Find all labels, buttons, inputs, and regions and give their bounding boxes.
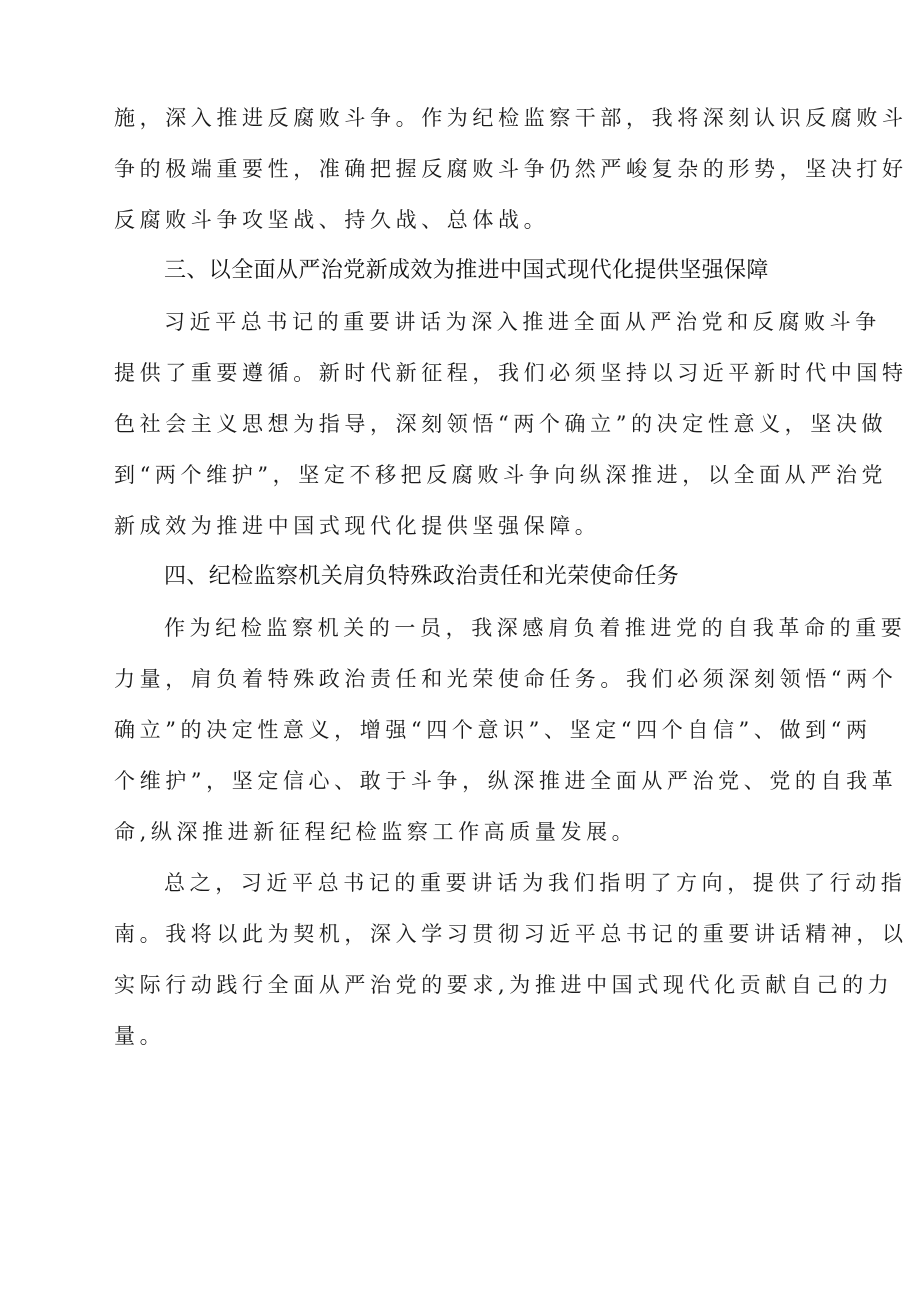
paragraph-line: 个维护”，坚定信心、敢于斗争，纵深推进全面从严治党、党的自我革 bbox=[114, 769, 898, 793]
paragraph-line: 习近平总书记的重要讲话为深入推进全面从严治党和反腐败斗争 bbox=[164, 310, 881, 334]
paragraph-line: 命,纵深推进新征程纪检监察工作高质量发展。 bbox=[114, 820, 638, 844]
paragraph-line: 力量，肩负着特殊政治责任和光荣使命任务。我们必须深刻领悟“两个 bbox=[114, 667, 898, 691]
paragraph-line: 反腐败斗争攻坚战、持久战、总体战。 bbox=[114, 208, 550, 232]
section-heading-4: 四、纪检监察机关肩负特殊政治责任和光荣使命任务 bbox=[164, 564, 680, 589]
paragraph-line: 南。我将以此为契机，深入学习贯彻习近平总书记的重要讲话精神，以 bbox=[114, 922, 908, 946]
paragraph-line: 施，深入推进反腐败斗争。作为纪检监察干部，我将深刻认识反腐败斗 bbox=[114, 106, 908, 130]
paragraph-line: 实际行动践行全面从严治党的要求,为推进中国式现代化贡献自己的力 bbox=[114, 973, 894, 997]
paragraph-line: 争的极端重要性，准确把握反腐败斗争仍然严峻复杂的形势，坚决打好 bbox=[114, 157, 908, 181]
paragraph-line: 色社会主义思想为指导，深刻领悟“两个确立”的决定性意义，坚决做 bbox=[114, 412, 888, 436]
paragraph-line: 量。 bbox=[114, 1024, 166, 1048]
paragraph-line: 新成效为推进中国式现代化提供坚强保障。 bbox=[114, 514, 601, 538]
section-heading-3: 三、以全面从严治党新成效为推进中国式现代化提供坚强保障 bbox=[164, 258, 769, 283]
paragraph-line: 确立”的决定性意义，增强“四个意识”、坚定“四个自信”、做到“两 bbox=[114, 718, 872, 742]
paragraph-line: 提供了重要遵循。新时代新征程，我们必须坚持以习近平新时代中国特 bbox=[114, 361, 908, 385]
paragraph-line: 总之，习近平总书记的重要讲话为我们指明了方向，提供了行动指 bbox=[164, 871, 907, 895]
paragraph-line: 到“两个维护”，坚定不移把反腐败斗争向纵深推进，以全面从严治党 bbox=[114, 463, 888, 487]
paragraph-line: 作为纪检监察机关的一员，我深感肩负着推进党的自我革命的重要 bbox=[164, 616, 907, 640]
